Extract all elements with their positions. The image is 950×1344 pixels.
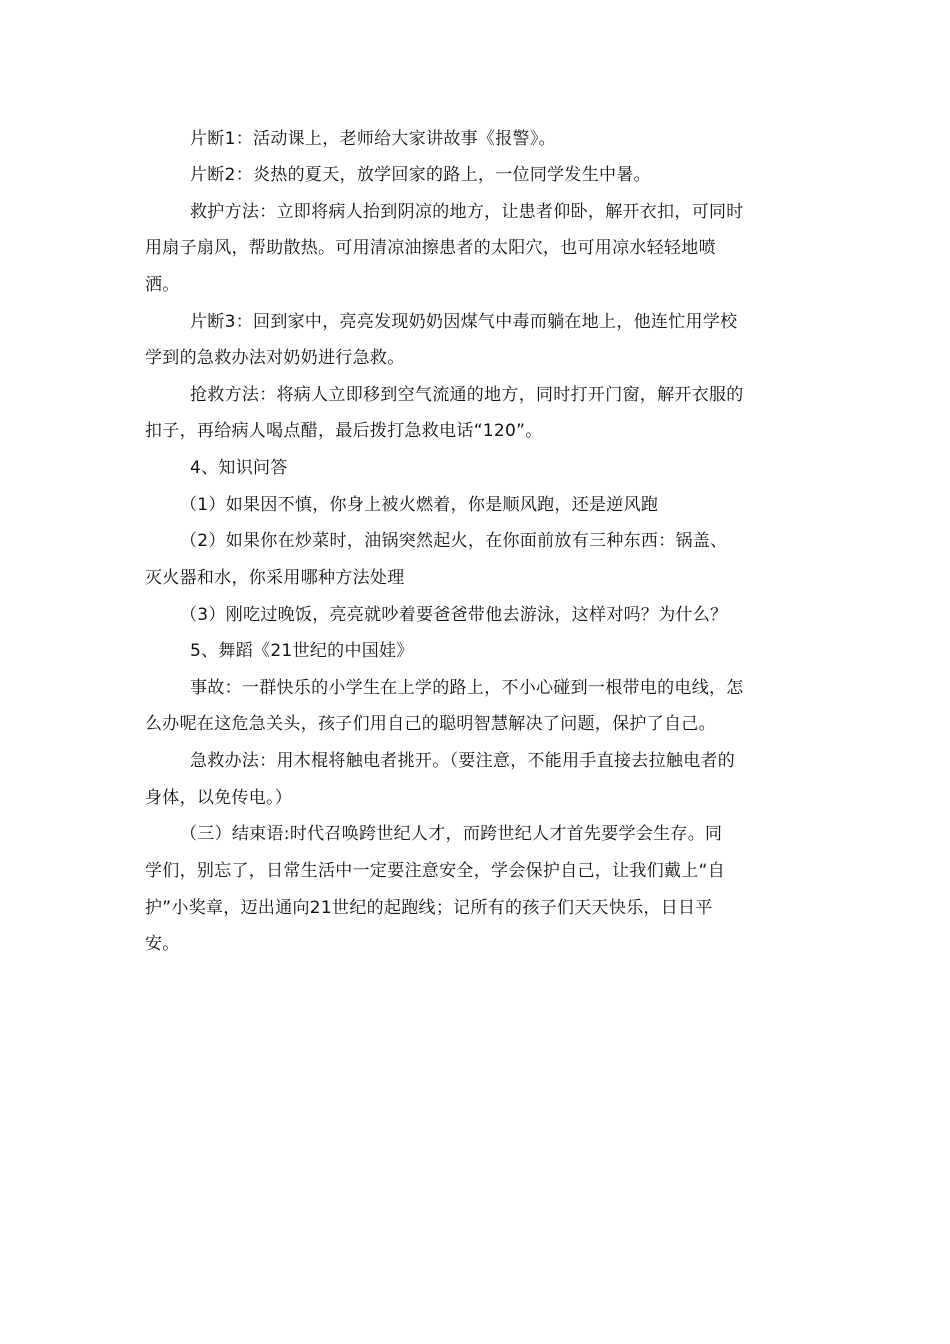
question-2-line-1: （2）如果你在炒菜时，油锅突然起火，在你面前放有三种东西：锅盖、 (180, 531, 728, 551)
paragraph-rescue-method-line-2: 用扇子扇风，帮助散热。可用清凉油擦患者的太阳穴，也可用凉水轻轻地喷 (145, 238, 716, 258)
paragraph-first-aid-line-2: 身体，以免传电。） (145, 788, 293, 808)
paragraph-rescue-method-line-3: 洒。 (145, 275, 180, 295)
paragraph-conclusion-line-1: （三）结束语:时代召唤跨世纪人才，而跨世纪人才首先要学会生存。同 (180, 824, 723, 844)
paragraph-conclusion-line-4: 安。 (145, 934, 180, 954)
section-heading-knowledge-qa: 4、知识问答 (190, 458, 288, 478)
question-2-line-2: 灭火器和水，你采用哪种方法处理 (145, 568, 405, 588)
paragraph-rescue-method-line-1: 救护方法：立即将病人抬到阴凉的地方，让患者仰卧，解开衣扣，可同时 (190, 202, 744, 222)
paragraph-first-aid-line-1: 急救办法：用木棍将触电者挑开。（要注意，不能用手直接去拉触电者的 (190, 751, 736, 771)
paragraph-fragment-3-line-2: 学到的急救办法对奶奶进行急救。 (145, 348, 405, 368)
paragraph-conclusion-line-2: 学们，别忘了，日常生活中一定要注意安全，学会保护自己，让我们戴上“自 (145, 861, 726, 881)
paragraph-fragment-3-line-1: 片断3：回到家中，亮亮发现奶奶因煤气中毒而躺在地上，他连忙用学校 (190, 312, 738, 332)
paragraph-fragment-1: 片断1：活动课上，老师给大家讲故事《报警》。 (190, 129, 556, 149)
section-heading-dance: 5、舞蹈《21世纪的中国娃》 (190, 641, 414, 661)
question-3: （3）刚吃过晚饭，亮亮就吵着要爸爸带他去游泳，这样对吗？为什么？ (180, 605, 728, 625)
paragraph-conclusion-line-3: 护”小奖章，迈出通向21世纪的起跑线；记所有的孩子们天天快乐，日日平 (145, 898, 713, 918)
paragraph-accident-line-1: 事故：一群快乐的小学生在上学的路上，不小心碰到一根带电的电线，怎 (190, 678, 744, 698)
paragraph-fragment-2: 片断2：炎热的夏天，放学回家的路上，一位同学发生中暑。 (190, 165, 651, 185)
paragraph-emergency-method-line-1: 抢救方法：将病人立即移到空气流通的地方，同时打开门窗，解开衣服的 (190, 385, 744, 405)
paragraph-accident-line-2: 么办呢在这危急关头，孩子们用自己的聪明智慧解决了问题，保护了自己。 (145, 714, 716, 734)
paragraph-emergency-method-line-2: 扣子，再给病人喝点醋，最后拨打急救电话“120”。 (145, 421, 543, 441)
question-1: （1）如果因不慎，你身上被火燃着，你是顺风跑，还是逆风跑 (180, 495, 659, 515)
